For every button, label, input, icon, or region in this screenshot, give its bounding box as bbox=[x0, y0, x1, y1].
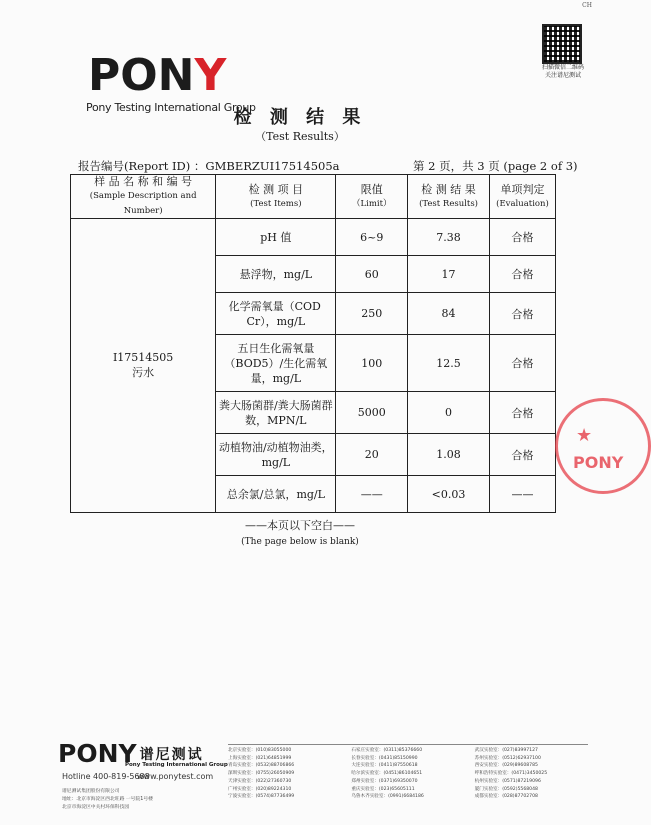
lab-contact: 成都实验室：(028)87702708 bbox=[474, 794, 538, 800]
lab-contacts bbox=[228, 747, 598, 801]
test-item: 五日生化需氧量（BOD5）/生化需氧量，mg/L bbox=[216, 335, 336, 392]
footer-logo-text: PONY bbox=[58, 739, 137, 768]
lab-contact: 西安实验室：(029)89608785 bbox=[474, 763, 538, 769]
logo-letter: Y bbox=[194, 50, 227, 101]
lab-contact: 杭州实验室：(0571)87219096 bbox=[474, 778, 541, 784]
sample-name: 污水 bbox=[132, 366, 155, 379]
lab-contact: 武汉实验室：(027)83997127 bbox=[474, 748, 538, 753]
result-value: 7.38 bbox=[408, 219, 490, 256]
header-evaluation: 单项判定 (Evaluation) bbox=[489, 175, 555, 219]
lab-contact: 天津实验室：(022)27360730 bbox=[228, 778, 292, 784]
address-line: 地址：北京市海淀区西北旺路 一号院1号楼 bbox=[62, 797, 153, 802]
evaluation: 合格 bbox=[489, 392, 555, 434]
evaluation: 合格 bbox=[489, 434, 555, 476]
lab-contact: 重庆实验室：(023)65605111 bbox=[351, 786, 415, 792]
test-item: 化学需氧量（COD Cr），mg/L bbox=[216, 293, 336, 335]
pony-logo bbox=[88, 50, 227, 101]
table-row bbox=[71, 219, 556, 256]
lab-contact: 青岛实验室：(0532)88706866 bbox=[228, 763, 295, 769]
address-line: 谱尼测试集团股份有限公司 bbox=[62, 789, 120, 794]
lab-contact: 广州实验室：(020)89224310 bbox=[228, 786, 292, 792]
footer-website: www.ponytest.com bbox=[137, 772, 214, 781]
header-limit: 限值 （Limit） bbox=[336, 175, 408, 219]
limit-value: 250 bbox=[336, 293, 408, 335]
table-header-row bbox=[71, 175, 556, 219]
lab-contact: 厦门实验室：(0592)5568048 bbox=[474, 786, 538, 792]
test-item: 总余氯/总氯，mg/L bbox=[216, 476, 336, 513]
header-test-items: 检 测 项 目 (Test Items) bbox=[216, 175, 336, 219]
lab-contact: 石家庄实验室：(0311)85376660 bbox=[351, 748, 423, 753]
lab-contact: 呼和浩特实验室：(0471)3450025 bbox=[474, 771, 548, 777]
evaluation: 合格 bbox=[489, 335, 555, 392]
footer-address bbox=[62, 788, 222, 812]
limit-value: 6~9 bbox=[336, 219, 408, 256]
qr-caption-line: 关注谱尼测试 bbox=[544, 72, 581, 79]
lab-contact: 上海实验室：(021)64851999 bbox=[228, 755, 292, 761]
logo-letter: O bbox=[120, 50, 158, 101]
test-item: 动植物油/动植物油类，mg/L bbox=[216, 434, 336, 476]
official-stamp bbox=[555, 398, 651, 494]
lab-contact: 哈尔滨实验室：(0451)86104651 bbox=[351, 771, 423, 777]
result-value: 0 bbox=[408, 392, 490, 434]
footer-group-name: Pony Testing International Group bbox=[125, 762, 228, 768]
results-table bbox=[70, 174, 556, 513]
sample-cell bbox=[71, 219, 216, 513]
result-value: 17 bbox=[408, 256, 490, 293]
header-results: 检 测 结 果 (Test Results) bbox=[408, 175, 490, 219]
lab-contact: 苏州实验室：(0512)62937100 bbox=[474, 755, 541, 761]
evaluation: —— bbox=[489, 476, 555, 513]
qr-caption bbox=[536, 64, 590, 80]
sample-id: I17514505 bbox=[112, 351, 174, 364]
lab-contact: 郑州实验室：(0371)69350070 bbox=[351, 778, 418, 784]
qr-caption-line: 扫描微信二维码 bbox=[541, 64, 584, 71]
result-value: <0.03 bbox=[408, 476, 490, 513]
header-sample: 样 品 名 称 和 编 号 (Sample Description and Number) bbox=[71, 175, 216, 219]
page-title: 检 测 结 果 bbox=[233, 107, 367, 128]
test-item: 悬浮物，mg/L bbox=[216, 256, 336, 293]
blank-notice-en: (The page below is blank) bbox=[241, 537, 359, 547]
footer-divider bbox=[228, 744, 588, 745]
test-item: pH 值 bbox=[216, 219, 336, 256]
limit-value: —— bbox=[336, 476, 408, 513]
star-icon: ★ bbox=[576, 425, 593, 446]
evaluation: 合格 bbox=[489, 293, 555, 335]
lab-contact: 深圳实验室：(0755)26050909 bbox=[228, 771, 295, 777]
blank-notice: ——本页以下空白—— bbox=[245, 519, 355, 532]
lab-contact: 北京实验室：(010)83055000 bbox=[228, 748, 292, 753]
lab-contact: 大连实验室：(0411)87550618 bbox=[351, 763, 418, 769]
page-number: 第 2 页，共 3 页 (page 2 of 3) bbox=[413, 159, 578, 173]
limit-value: 20 bbox=[336, 434, 408, 476]
limit-value: 60 bbox=[336, 256, 408, 293]
evaluation: 合格 bbox=[489, 219, 555, 256]
qr-code-icon bbox=[542, 24, 582, 64]
limit-value: 100 bbox=[336, 335, 408, 392]
limit-value: 5000 bbox=[336, 392, 408, 434]
result-value: 1.08 bbox=[408, 434, 490, 476]
lab-contact: 宁波实验室：(0574)87736499 bbox=[228, 794, 295, 800]
page-title-en: （Test Results） bbox=[255, 130, 345, 143]
evaluation: 合格 bbox=[489, 256, 555, 293]
company-name-en: Pony Testing International Group bbox=[86, 101, 256, 114]
footer-hotline: Hotline 400-819-5688 bbox=[62, 772, 150, 781]
lab-contact: 长春实验室：(0431)85150990 bbox=[351, 755, 418, 761]
logo-letter: N bbox=[157, 50, 195, 101]
stamp-text: PONY bbox=[573, 453, 624, 472]
logo-letter: P bbox=[88, 50, 121, 101]
corner-code: CH bbox=[582, 2, 592, 9]
result-value: 12.5 bbox=[408, 335, 490, 392]
address-line: 北京市海淀区中关村环保科技园 bbox=[62, 805, 130, 810]
report-id: 报告编号(Report ID) ：GMBERZUI17514505a bbox=[78, 159, 340, 173]
test-item: 粪大肠菌群/粪大肠菌群数，MPN/L bbox=[216, 392, 336, 434]
footer-logo-cn: 谱尼测试 bbox=[139, 747, 204, 763]
result-value: 84 bbox=[408, 293, 490, 335]
lab-contact: 乌鲁木齐实验室：(0991)6684186 bbox=[351, 794, 424, 800]
